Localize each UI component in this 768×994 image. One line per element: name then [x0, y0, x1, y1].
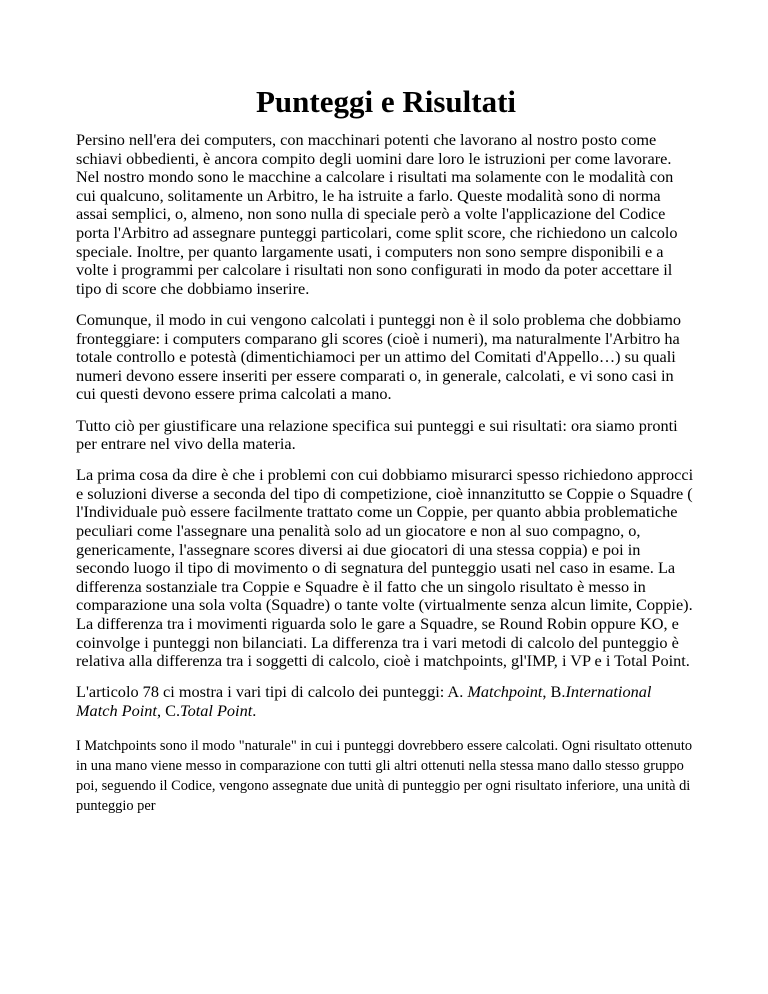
paragraph-matchpoints: I Matchpoints sono il modo "naturale" in cui i punteggi dovrebbero essere calcolati. Ogni risultato ottenuto in una mano viene messo in comparazione con tutti gli altri ottenuti nella stessa mano dallo stesso gruppo poi, seguendo il Codice, vengono assegnate due unità di punteggio per ogni risultato inferiore, una unità di punteggio per [76, 737, 693, 814]
article-78-item-c: Total Point [180, 701, 253, 720]
article-78-end: . [252, 701, 257, 720]
article-78-item-b: International Match Point [76, 682, 652, 720]
article-78-sep-c: , C. [156, 701, 181, 720]
document-page [76, 84, 696, 828]
document-title: Punteggi e Risultati [255, 84, 517, 119]
paragraph-competition-types: La prima cosa da dire è che i problemi con cui dobbiamo misurarci spesso richiedono approcci e soluzioni diverse a seconda del tipo di competizione, cioè innanzitutto se Coppie o Squadre ( l'Individuale può essere facilmente trattato come un Coppie, per quanto abbia problematiche peculiari come l'assegnare una penalità solo ad un giocatore e non al suo compagno, o, genericamente, l'assegnare scores diversi ai due giocatori di una stessa coppia) e poi in secondo luogo il tipo di movimento o di segnatura del punteggio usati nel caso in esame. La differenza sostanziale tra Coppie e Squadre è il fatto che un singolo risultato è messo in comparazione una sola volta (Squadre) o tante volte (virtualmente senza alcun limite, Coppie). La differenza tra i movimenti riguarda solo le gare a Squadre, se Round Robin oppure KO, e coinvolge i punteggi non bilanciati. La differenza tra i vari metodi di calcolo del punteggio è relativa alla differenza tra i soggetti di calcolo, cioè i matchpoints, gl'IMP, i VP e i Total Point. [76, 465, 694, 671]
paragraph-scores: Comunque, il modo in cui vengono calcolati i punteggi non è il solo problema che dobbiamo fronteggiare: i computers comparano gli scores (cioè i numeri), ma naturalmente l'Arbitro ha totale controllo e potestà (dimentichiamoci per un attimo del Comitati d'Appello…) su quali numeri devono essere inseriti per essere comparati o, in generale, calcolati, e vi sono casi in cui questi devono essere prima calcolati a mano. [76, 309, 682, 404]
paragraph-article-78 [76, 683, 696, 720]
paragraph-intro: Persino nell'era dei computers, con macchinari potenti che lavorano al nostro posto come schiavi obbedienti, è ancora compito degli uomini dare loro le istruzioni per come lavorare. Nel nostro mondo sono le macchine a calcolare i risultati ma solamente con le modalità con cui qualcuno, solitamente un Arbitro, le ha istruite a farlo. Queste modalità sono di norma assai semplici, o, almeno, non sono nulla di speciale però a volte l'applicazione del Codice porta l'Arbitro ad assegnare punteggi particolari, come split score, che richiedono un calcolo speciale. Inoltre, per quanto largamente usati, i computers non sono sempre disponibili e a volte i programmi per calcolare i risultati non sono configurati in modo da poter accettare il tipo di score che dobbiamo inserire. [76, 130, 678, 298]
article-78-sep-b: , B. [542, 682, 566, 702]
article-78-intro: L'articolo 78 ci mostra i vari tipi di calcolo dei punteggi: A. [76, 682, 468, 702]
article-78-item-a: Matchpoint [467, 682, 543, 702]
paragraph-justification: Tutto ciò per giustificare una relazione specifica sui punteggi e sui risultati: ora siamo pronti per entrare nel vivo della materia. [76, 415, 678, 454]
